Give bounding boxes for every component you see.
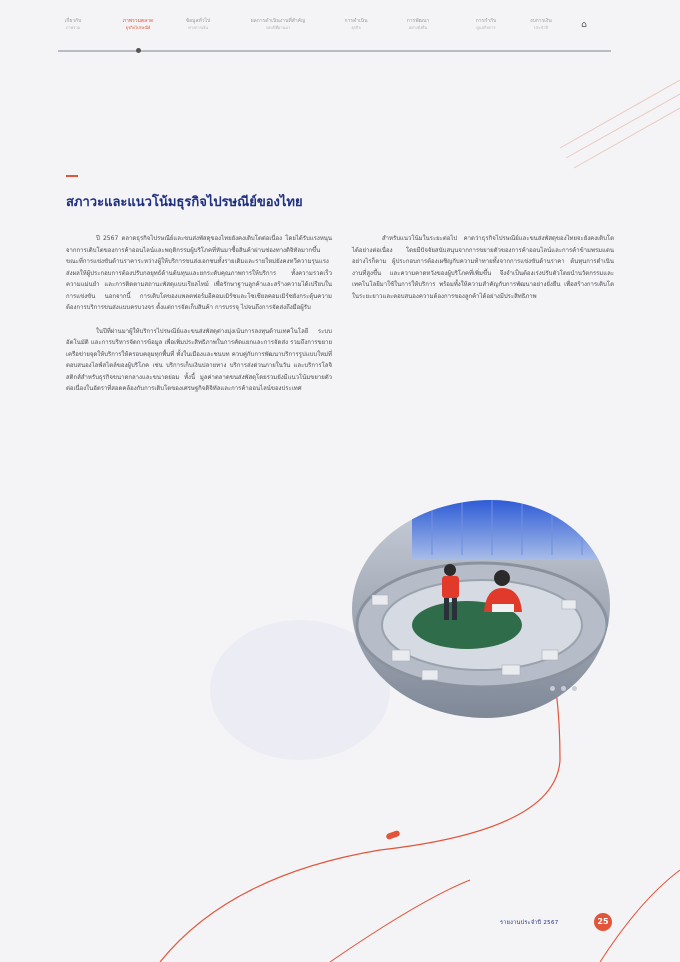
home-icon[interactable]: ⌂	[581, 20, 587, 30]
nav-item-label: ข้อมูลทั่วไป	[185, 18, 211, 24]
nav-position-marker	[136, 48, 141, 53]
nav-item-label: ผลการดำเนินงานที่สำคัญ	[250, 18, 306, 24]
carousel-dot[interactable]	[572, 686, 577, 691]
nav-item-financial-statements[interactable]	[523, 18, 559, 42]
carousel-dots	[550, 676, 590, 684]
nav-item-sub: ภาพรวม	[65, 25, 81, 30]
carousel-dot[interactable]	[561, 686, 566, 691]
nav-item-sub: ดูแลกิจการ	[476, 25, 496, 30]
carousel-dot[interactable]	[550, 686, 555, 691]
article-left-column	[66, 233, 332, 395]
nav-item-label: ภาพรวมตลาด	[122, 18, 154, 24]
nav-item-sub: รอบปีที่ผ่านมา	[265, 25, 291, 30]
nav-item-governance[interactable]	[463, 18, 509, 42]
paragraph: ในปีที่ผ่านมาผู้ให้บริการไปรษณีย์และขนส่งพัสดุต่างมุ่งเน้นการลงทุนด้านเทคโนโลยี ระบบอัตโนมัติ และการบริหารจัดการข้อมูล เพื่อเพิ่มประสิทธิภาพในการคัดแยกและการจัดส่ง รวมถึงการขยายเครือข่ายจุดให้บริการให้ครอบคลุมทุกพื้นที่ ทั้งในเมืองและชนบท ควบคู่กับการพัฒนาบริการรูปแบบใหม่ที่ตอบสนองไลฟ์สไตล์ของผู้บริโภค เช่น บริการเก็บเงินปลายทาง บริการส่งด่วนภายในวัน และบริการโลจิสติกส์สำหรับธุรกิจขนาดกลางและขนาดย่อม ทั้งนี้ มูลค่าตลาดขนส่งพัสดุโดยรวมยังมีแนวโน้มขยายตัวต่อเนื่องในอัตราที่สอดคล้องกับการเติบโตของเศรษฐกิจดิจิทัลและการค้าออนไลน์ของประเทศ	[66, 327, 332, 392]
nav-item-sub: ประจำปี	[534, 25, 548, 30]
nav-item-performance[interactable]	[233, 18, 323, 42]
nav-item-sub: ธุรกิจไปรษณีย์	[125, 25, 151, 30]
nav-item-sub: อย่างยั่งยืน	[408, 25, 428, 30]
nav-item-about[interactable]	[58, 18, 88, 42]
sorting-center-photo	[352, 500, 610, 718]
paragraph: ปี 2567 ตลาดธุรกิจไปรษณีย์และขนส่งพัสดุของไทยยังคงเติบโตต่อเนื่อง โดยได้รับแรงหนุนจากการเติบโตของการค้าออนไลน์และพฤติกรรมผู้บริโภคที่หันมาซื้อสินค้าผ่านช่องทางดิจิทัลมากขึ้น ขณะที่การแข่งขันด้านราคาระหว่างผู้ให้บริการขนส่งเอกชนทั้งรายเดิมและรายใหม่ยังคงทวีความรุนแรง ส่งผลให้ผู้ประกอบการต้องปรับกลยุทธ์ด้านต้นทุนและยกระดับคุณภาพการให้บริการ ทั้งความรวดเร็ว ความแม่นยำ และการติดตามสถานะพัสดุแบบเรียลไทม์ เพื่อรักษาฐานลูกค้าและสร้างความได้เปรียบในการแข่งขัน นอกจากนี้ การเติบโตของแพลตฟอร์มอีคอมเมิร์ซและโซเชียลคอมเมิร์ซยังกระตุ้นความต้องการบริการขนส่งแบบครบวงจร ตั้งแต่การจัดเก็บสินค้า การบรรจุ ไปจนถึงการจัดส่งถึงมือผู้รับ	[66, 235, 332, 311]
nav-item-financial-info[interactable]	[178, 18, 218, 42]
nav-item-operations[interactable]	[338, 18, 374, 42]
report-label: รายงานประจำปี 2567	[500, 920, 559, 926]
photo-illustration	[352, 500, 610, 718]
nav-item-label: เกี่ยวกับ	[64, 18, 82, 24]
nav-item-sub: ทางการเงิน	[188, 25, 208, 30]
page-number: 25	[594, 913, 612, 931]
nav-item-market-overview[interactable]	[118, 18, 158, 42]
nav-item-label: การกำกับ	[475, 18, 497, 24]
article-right-column	[352, 233, 614, 302]
nav-item-label: การดำเนิน	[344, 18, 368, 24]
paragraph: สำหรับแนวโน้มในระยะต่อไป คาดว่าธุรกิจไปรษณีย์และขนส่งพัสดุของไทยจะยังคงเติบโตได้อย่างต่อเนื่อง โดยมีปัจจัยสนับสนุนจากการขยายตัวของการค้าออนไลน์และการค้าข้ามพรมแดน อย่างไรก็ตาม ผู้ประกอบการต้องเผชิญกับความท้าทายทั้งจากการแข่งขันด้านราคา ต้นทุนการดำเนินงานที่สูงขึ้น และความคาดหวังของผู้บริโภคที่เพิ่มขึ้น จึงจำเป็นต้องเร่งปรับตัวโดยนำนวัตกรรมและเทคโนโลยีมาใช้ในการให้บริการ พร้อมทั้งให้ความสำคัญกับการพัฒนาอย่างยั่งยืน เพื่อสร้างการเติบโตในระยะยาวและตอบสนองความต้องการของลูกค้าได้อย่างมีประสิทธิภาพ	[352, 235, 614, 300]
nav-progress-line	[58, 50, 611, 52]
nav-item-sustainability[interactable]	[393, 18, 443, 42]
heading-accent-bar	[66, 175, 78, 177]
nav-item-sub: ธุรกิจ	[351, 25, 361, 30]
nav-item-label: การพัฒนา	[406, 18, 430, 24]
top-navigation	[58, 18, 611, 58]
page-title: สภาวะและแนวโน้มธุรกิจไปรษณีย์ของไทย	[66, 195, 303, 210]
nav-item-label: งบการเงิน	[530, 18, 552, 24]
